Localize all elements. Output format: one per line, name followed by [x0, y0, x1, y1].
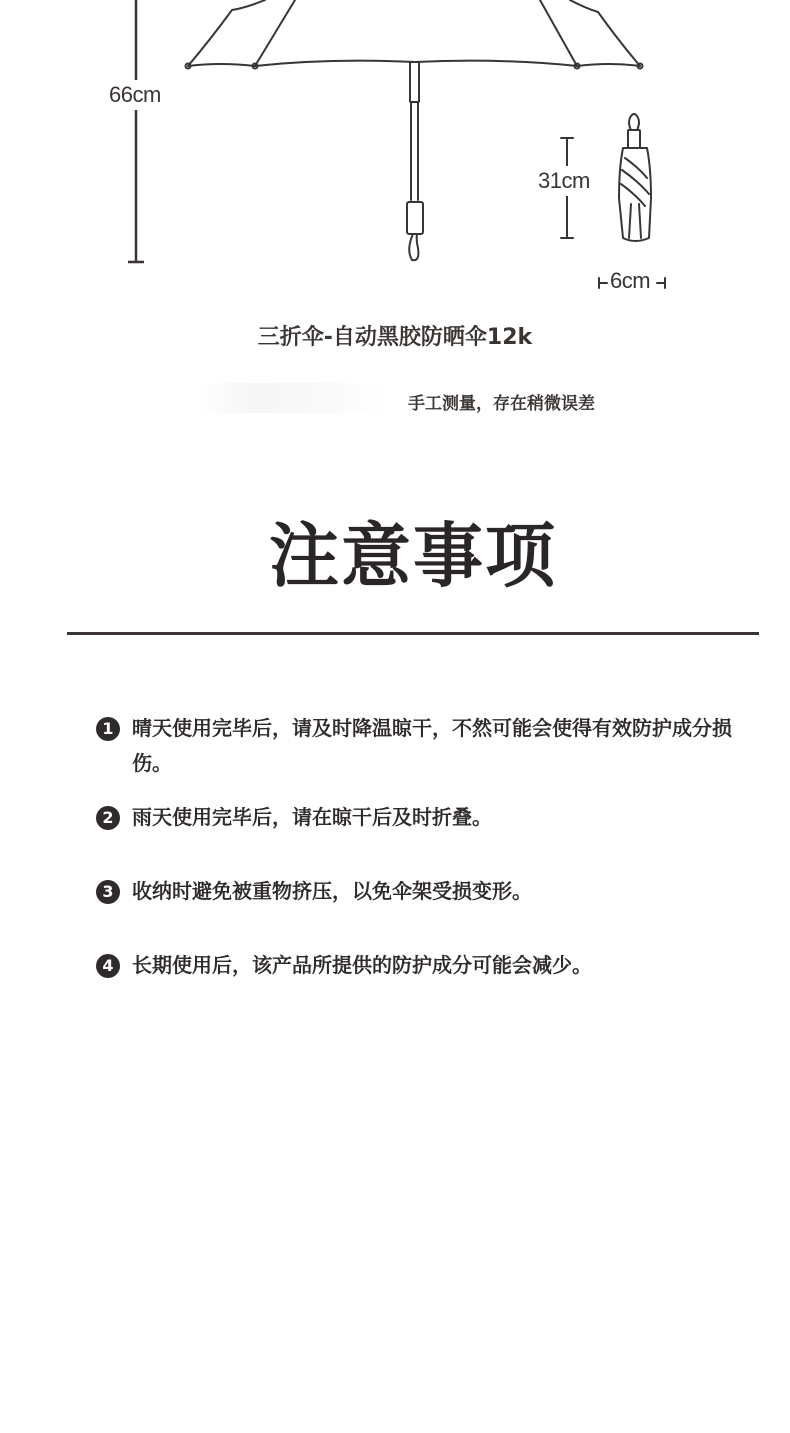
product-name: 三折伞-自动黑胶防晒伞12k [257, 325, 533, 350]
measure-note: 手工测量，存在稍微误差 [408, 394, 595, 414]
height-dimension-line [118, 0, 158, 270]
note-text: 雨天使用完毕后，请在晾干后及时折叠。 [132, 805, 492, 829]
folded-height-label: 31cm [538, 166, 590, 196]
section-title: 注意事项 [269, 515, 557, 597]
height-label: 66cm [109, 80, 161, 110]
number-badge: 1 [96, 717, 120, 741]
section-divider [67, 632, 759, 635]
number-badge: 3 [96, 880, 120, 904]
note-text: 收纳时避免被重物挤压，以免伞架受损变形。 [132, 879, 532, 903]
folded-width-label: 6cm [610, 268, 651, 293]
faded-watermark [195, 383, 390, 413]
note-text: 长期使用后，该产品所提供的防护成分可能会减少。 [132, 953, 592, 977]
note-text: 晴天使用完毕后，请及时降温晾干，不然可能会使得有效防护成分损伤。 [132, 716, 732, 775]
number-badge: 2 [96, 806, 120, 830]
number-badge: 4 [96, 954, 120, 978]
